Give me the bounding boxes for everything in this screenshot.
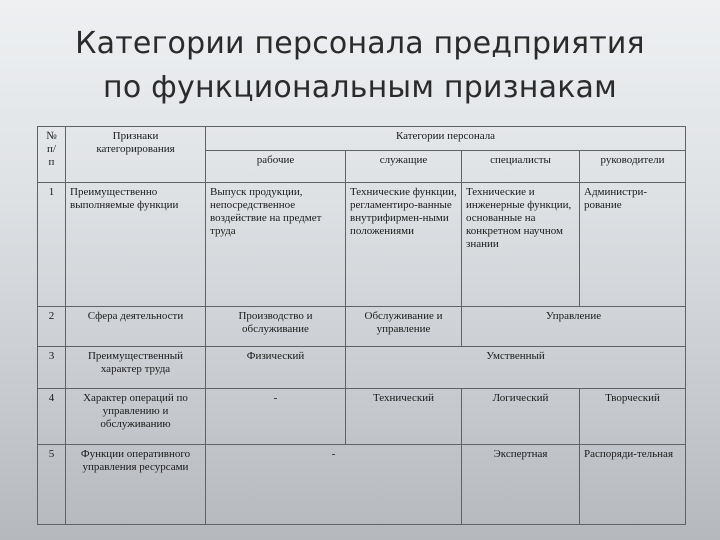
row-3-criteria: Преимущественный характер труда: [66, 347, 206, 389]
row-2-workers: Производство и обслуживание: [206, 307, 346, 347]
table-row: [38, 389, 686, 445]
personnel-categories-table: [37, 126, 686, 525]
row-5-specialists: Экспертная: [462, 445, 580, 525]
header-workers: рабочие: [206, 151, 346, 183]
title-line-2: по функциональным признакам: [103, 70, 617, 105]
header-managers: руководители: [580, 151, 686, 183]
row-2-specialists-managers: Управление: [462, 307, 686, 347]
slide-title: [0, 22, 720, 110]
row-1-employees: Технические функции, регламентиро-ванные внутрифирмен-ными положениями: [346, 183, 462, 307]
row-5-managers: Распоряди-тельная: [580, 445, 686, 525]
row-2-criteria: Сфера деятельности: [66, 307, 206, 347]
table-row: [38, 445, 686, 525]
header-number: № п/ п: [38, 127, 66, 183]
row-4-workers: -: [206, 389, 346, 445]
table-row: [38, 347, 686, 389]
row-3-other-categories: Умственный: [346, 347, 686, 389]
row-1-number: 1: [38, 183, 66, 307]
row-1-workers: Выпуск продукции, непосредственное воздействие на предмет труда: [206, 183, 346, 307]
header-specialists: специалисты: [462, 151, 580, 183]
row-4-specialists: Логический: [462, 389, 580, 445]
header-categories: Категории персонала: [206, 127, 686, 151]
row-4-number: 4: [38, 389, 66, 445]
row-3-workers: Физический: [206, 347, 346, 389]
row-4-employees: Технический: [346, 389, 462, 445]
title-line-1: Категории персонала предприятия: [75, 26, 645, 61]
table-row: [38, 307, 686, 347]
row-3-number: 3: [38, 347, 66, 389]
row-5-workers-employees: -: [206, 445, 462, 525]
table-row: [38, 183, 686, 307]
row-4-criteria: Характер операций по управлению и обслуживанию: [66, 389, 206, 445]
row-5-number: 5: [38, 445, 66, 525]
row-4-managers: Творческий: [580, 389, 686, 445]
row-1-specialists: Технические и инженерные функции, основанные на конкретном научном знании: [462, 183, 580, 307]
row-1-criteria: Преимущественно выполняемые функции: [66, 183, 206, 307]
row-5-criteria: Функции оперативного управления ресурсами: [66, 445, 206, 525]
header-criteria: Признаки категорирования: [66, 127, 206, 183]
row-2-employees: Обслуживание и управление: [346, 307, 462, 347]
row-1-managers: Администри-рование: [580, 183, 686, 307]
row-2-number: 2: [38, 307, 66, 347]
header-employees: служащие: [346, 151, 462, 183]
